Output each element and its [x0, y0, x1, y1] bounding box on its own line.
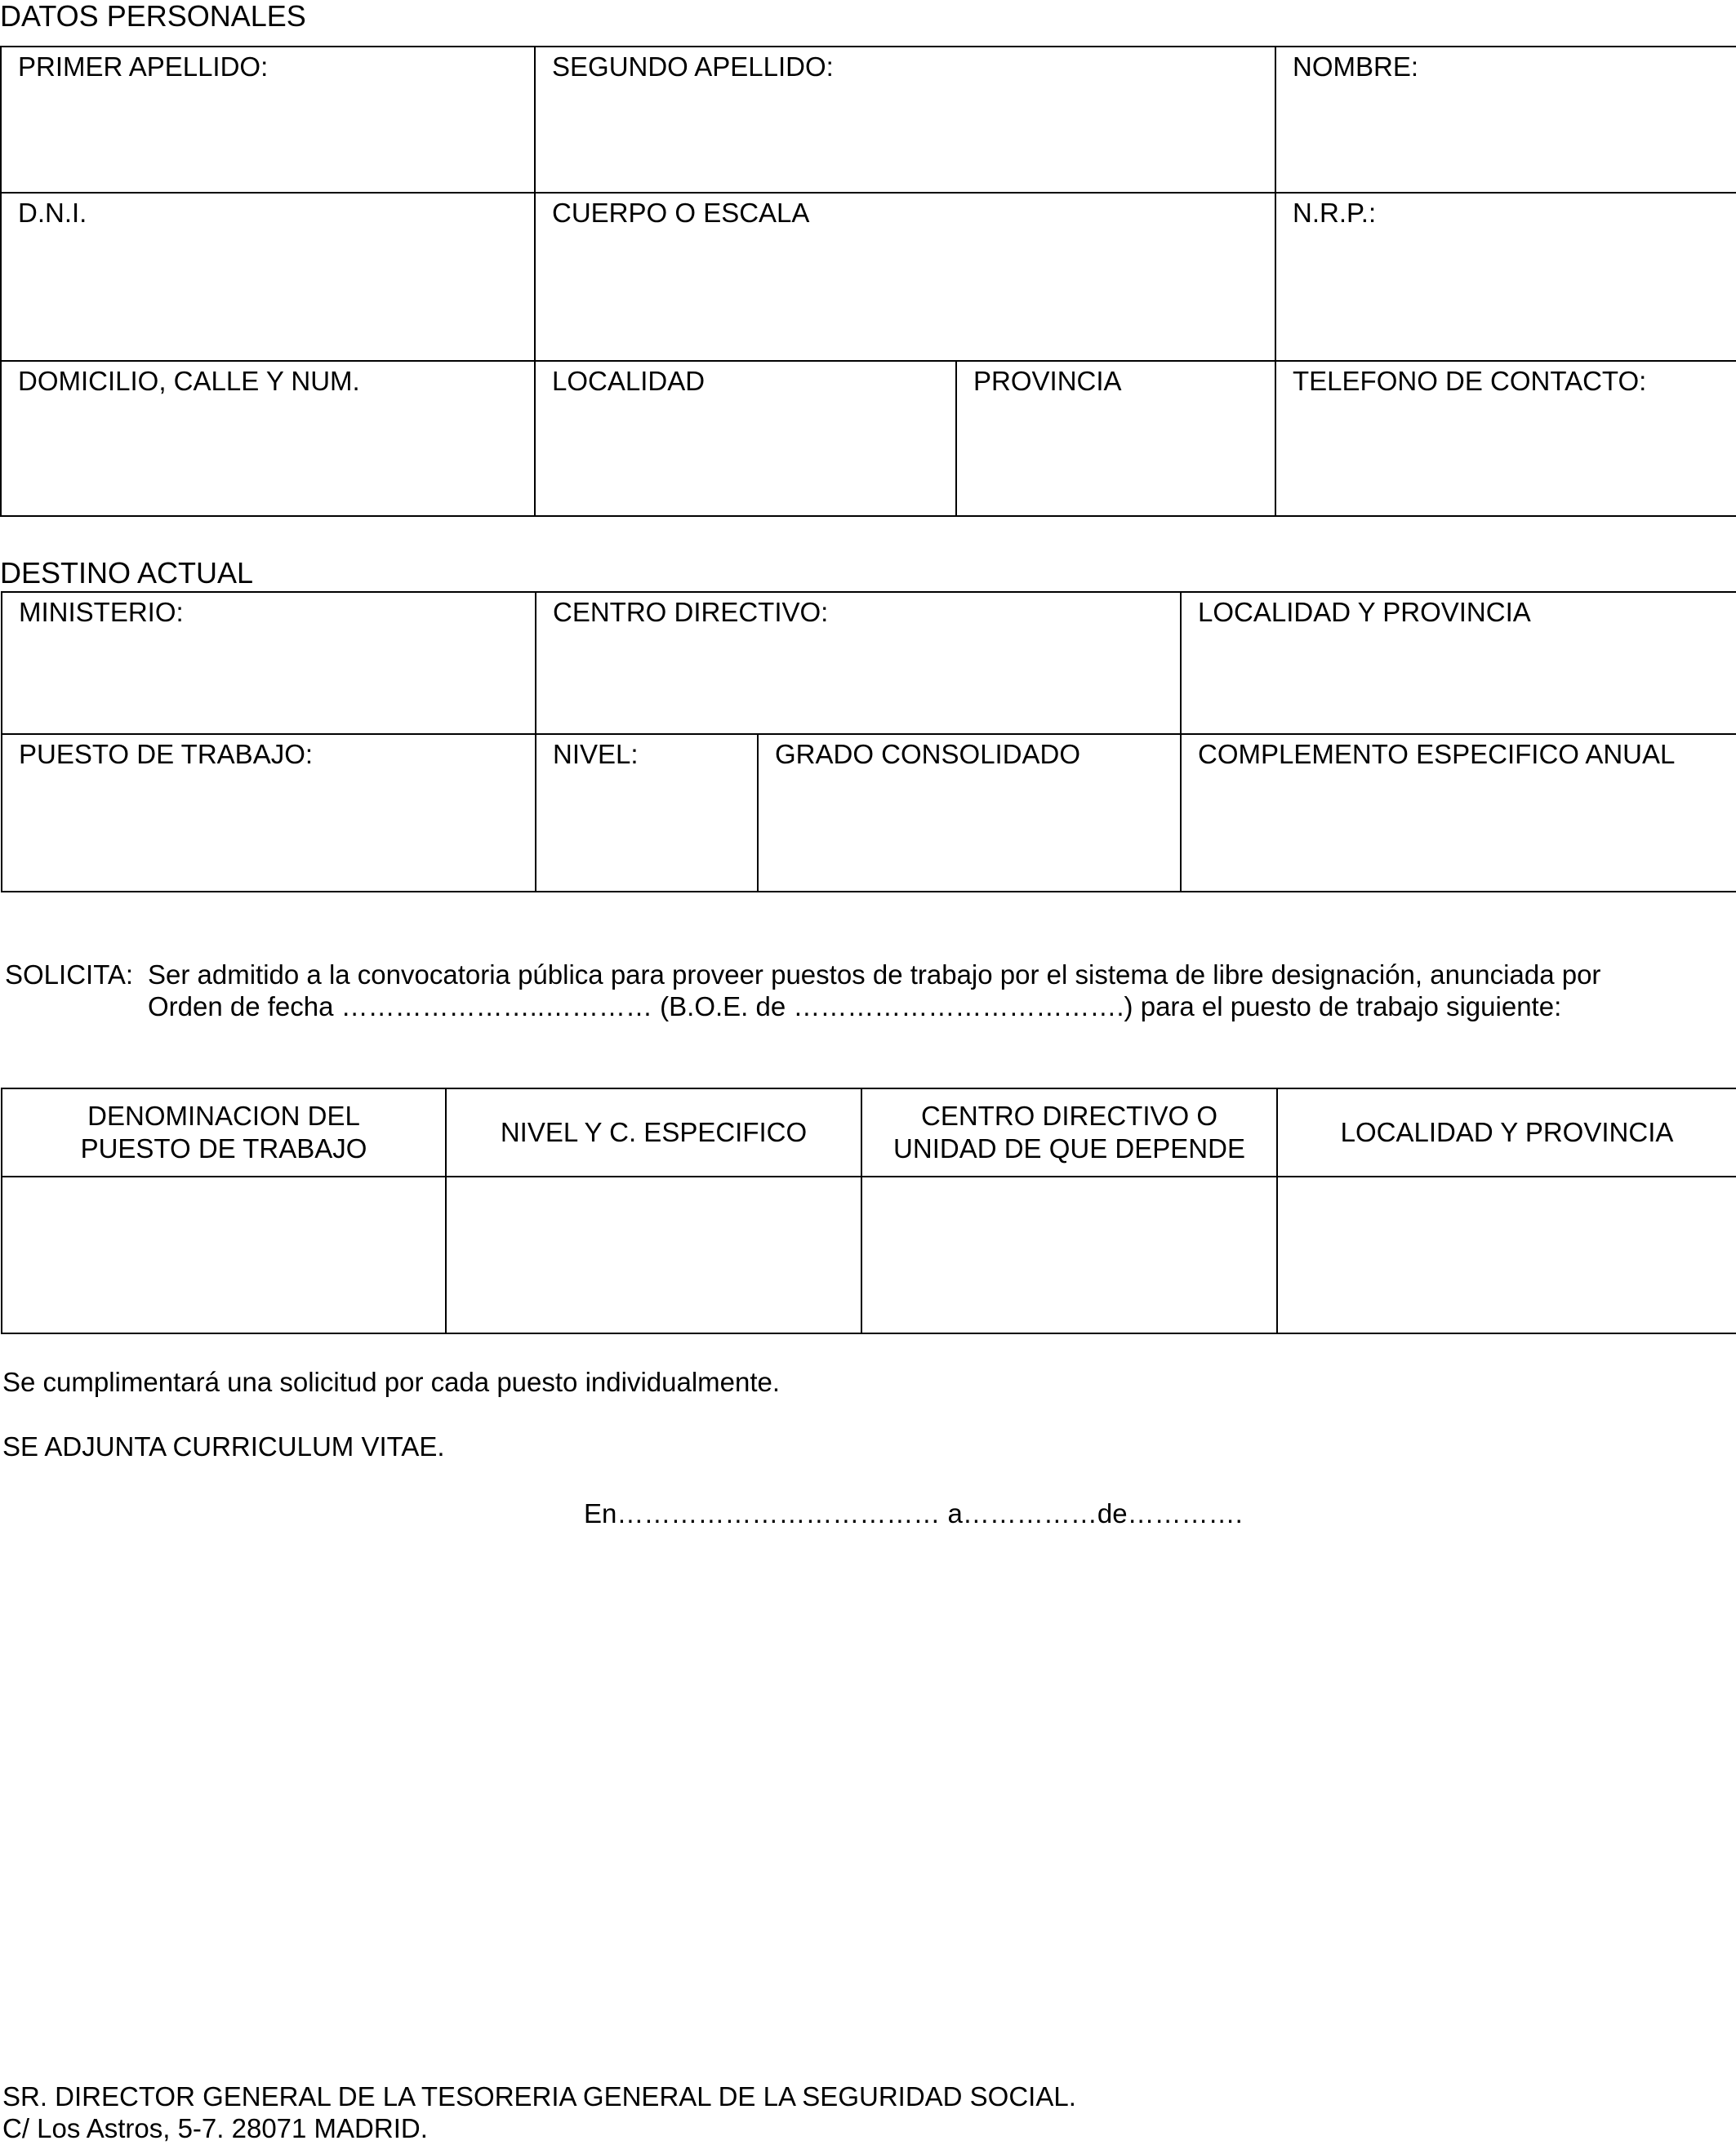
cell-centro-directivo[interactable] [861, 1177, 1277, 1333]
field-label: CUERPO O ESCALA [552, 198, 810, 228]
field-label: COMPLEMENTO ESPECIFICO ANUAL [1198, 739, 1676, 769]
puesto-solicitado-table [1, 1088, 1736, 1334]
field-nrp[interactable] [1275, 193, 1736, 361]
section-title-personal: DATOS PERSONALES [0, 0, 306, 33]
field-puesto-trabajo[interactable] [2, 734, 536, 892]
field-nombre[interactable] [1275, 47, 1736, 193]
field-grado-consolidado[interactable] [758, 734, 1181, 892]
field-centro-directivo[interactable] [536, 592, 1181, 734]
header-text: LOCALIDAD Y PROVINCIA [1340, 1117, 1674, 1147]
field-label: CENTRO DIRECTIVO: [553, 597, 829, 627]
field-cuerpo-escala[interactable] [535, 193, 1275, 361]
solicita-line-1: Ser admitido a la convocatoria pública para proveer puestos de trabajo por el sistema de libre designación, anunciada por [148, 959, 1601, 990]
header-text: DENOMINACION DEL [87, 1101, 360, 1131]
addressee: SR. DIRECTOR GENERAL DE LA TESORERIA GENERAL DE LA SEGURIDAD SOCIAL. [2, 2081, 1076, 2112]
field-telefono[interactable] [1275, 361, 1736, 516]
note-individual: Se cumplimentará una solicitud por cada puesto individualmente. [2, 1367, 781, 1397]
field-complemento-especifico[interactable] [1181, 734, 1736, 892]
header-denominacion [2, 1088, 446, 1177]
field-nivel[interactable] [536, 734, 758, 892]
field-label: SEGUNDO APELLIDO: [552, 51, 834, 82]
field-label: TELEFONO DE CONTACTO: [1293, 366, 1647, 396]
field-domicilio[interactable] [1, 361, 535, 516]
header-centro-directivo [861, 1088, 1277, 1177]
field-provincia[interactable] [956, 361, 1275, 516]
header-text: NIVEL Y C. ESPECIFICO [500, 1117, 808, 1147]
field-label: GRADO CONSOLIDADO [775, 739, 1081, 769]
solicita-label: SOLICITA: [5, 959, 134, 990]
field-ministerio[interactable] [2, 592, 536, 734]
header-text: UNIDAD DE QUE DEPENDE [893, 1133, 1245, 1164]
header-text: CENTRO DIRECTIVO O [920, 1101, 1218, 1131]
cell-nivel[interactable] [446, 1177, 861, 1333]
field-label: PUESTO DE TRABAJO: [19, 739, 314, 769]
cell-denominacion[interactable] [2, 1177, 446, 1333]
field-label: PRIMER APELLIDO: [18, 51, 269, 82]
field-localidad[interactable] [535, 361, 956, 516]
field-label: LOCALIDAD [552, 366, 706, 396]
destino-table [1, 591, 1736, 892]
header-localidad [1277, 1088, 1736, 1177]
field-label: N.R.P.: [1293, 198, 1377, 228]
field-label: LOCALIDAD Y PROVINCIA [1198, 597, 1531, 627]
address: C/ Los Astros, 5-7. 28071 MADRID. [2, 2113, 428, 2143]
field-primer-apellido[interactable] [1, 47, 535, 193]
solicita-line-2: Orden de fecha …………………..………… (B.O.E. de ……………………………….) para el puesto de trabajo siguiente: [148, 991, 1562, 1021]
field-localidad-provincia[interactable] [1181, 592, 1736, 734]
personal-data-table [0, 46, 1736, 517]
field-label: NOMBRE: [1293, 51, 1419, 82]
field-label: PROVINCIA [973, 366, 1122, 396]
section-title-destino: DESTINO ACTUAL [0, 556, 254, 590]
header-text: PUESTO DE TRABAJO [80, 1133, 367, 1164]
field-label: MINISTERIO: [19, 597, 184, 627]
field-label: D.N.I. [18, 198, 87, 228]
header-nivel [446, 1088, 861, 1177]
cell-localidad[interactable] [1277, 1177, 1736, 1333]
place-date-line: En……………………………… a……………de…………. [584, 1498, 1243, 1529]
note-curriculum: SE ADJUNTA CURRICULUM VITAE. [2, 1431, 445, 1462]
field-label: NIVEL: [553, 739, 639, 769]
field-label: DOMICILIO, CALLE Y NUM. [18, 366, 360, 396]
field-dni[interactable] [1, 193, 535, 361]
field-segundo-apellido[interactable] [535, 47, 1275, 193]
